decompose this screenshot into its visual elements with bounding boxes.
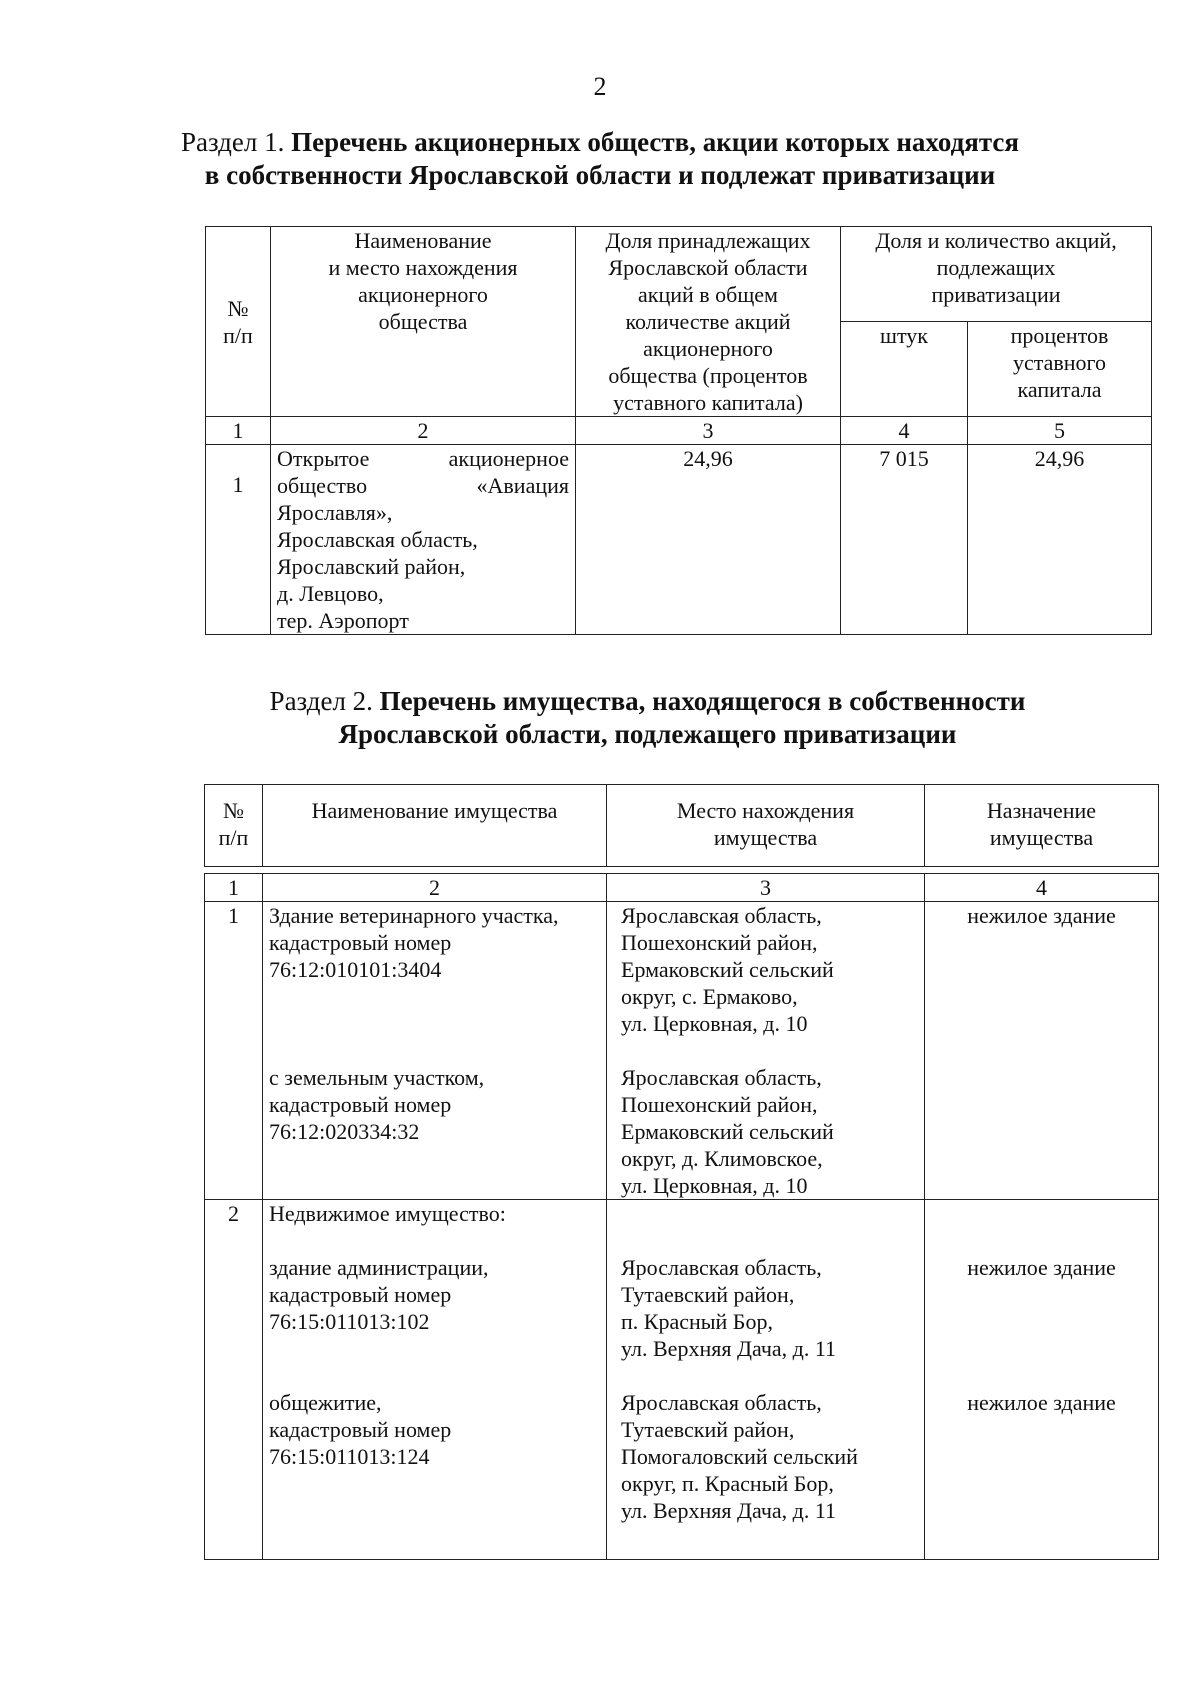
shares-table xyxy=(205,226,1152,635)
shares-column-numbers xyxy=(206,417,1152,445)
property-column-numbers xyxy=(205,874,1159,902)
property-name: общежитие, кадастровый номер 76:15:011013:124 xyxy=(269,1390,452,1469)
property-location: Ярославская область, Пошехонский район, Ермаковский сельский округ, д. Климовское, ул. Церковная, д. 10 xyxy=(621,1065,834,1198)
section2-title xyxy=(95,685,1200,751)
table-row xyxy=(205,1200,1159,1560)
header-company-name: Наименование и место нахождения акционерного общества xyxy=(271,227,576,417)
table-row xyxy=(205,902,1159,1200)
page-number: 2 xyxy=(593,72,607,101)
property-location: Ярославская область, Тутаевский район, п. Красный Бор, ул. Верхняя Дача, д. 11 xyxy=(621,1255,837,1361)
column-number: 4 xyxy=(841,417,968,445)
header-percent: процентов уставного капитала xyxy=(968,322,1152,417)
section1-title-line1: Перечень акционерных обществ, акции которых находятся xyxy=(291,127,1020,157)
property-table xyxy=(204,784,1159,1560)
property-name: Здание ветеринарного участка, кадастровый номер 76:12:010101:3404 xyxy=(269,903,559,982)
row-num: 2 xyxy=(205,1200,263,1560)
property-name: с земельным участком, кадастровый номер 76:12:020334:32 xyxy=(269,1065,485,1144)
header-gap xyxy=(205,867,1159,874)
shares-header-row xyxy=(206,227,1152,322)
header-privatization: Доля и количество акций, подлежащих приватизации xyxy=(841,227,1152,322)
property-name-cell xyxy=(263,1200,607,1560)
property-name-cell xyxy=(263,902,607,1200)
section2-title-line1: Перечень имущества, находящегося в собственности xyxy=(379,686,1026,716)
section1-title xyxy=(0,126,1200,192)
property-location-cell xyxy=(607,1200,925,1560)
section2-title-prefix: Раздел 2. xyxy=(269,686,380,716)
section1-title-line2: в собственности Ярославской области и подлежат приватизации xyxy=(204,160,996,190)
column-number: 4 xyxy=(925,874,1159,902)
property-purpose: нежилое здание xyxy=(967,1255,1116,1280)
property-name: здание администрации, кадастровый номер 76:15:011013:102 xyxy=(269,1255,489,1334)
section2-title-line2: Ярославской области, подлежащего приватизации xyxy=(338,719,957,749)
shares-percent: 24,96 xyxy=(968,445,1152,635)
table-row xyxy=(206,445,1152,635)
property-location: Ярославская область, Пошехонский район, Ермаковский сельский округ, с. Ермаково, ул. Церковная, д. 10 xyxy=(621,903,834,1036)
header-purpose: Назначение имущества xyxy=(925,785,1159,867)
property-header-row xyxy=(205,785,1159,867)
column-number: 2 xyxy=(263,874,607,902)
column-number: 5 xyxy=(968,417,1152,445)
region-share: 24,96 xyxy=(576,445,841,635)
row-num: 1 xyxy=(206,445,271,635)
header-location: Место нахождения имущества xyxy=(607,785,925,867)
property-purpose: нежилое здание xyxy=(967,903,1116,928)
property-purpose-cell xyxy=(925,1200,1159,1560)
column-number: 1 xyxy=(206,417,271,445)
header-num: № п/п xyxy=(205,785,263,867)
company-cell xyxy=(271,445,576,635)
column-number: 1 xyxy=(205,874,263,902)
column-number: 3 xyxy=(607,874,925,902)
shares-pieces: 7 015 xyxy=(841,445,968,635)
header-pieces: штук xyxy=(841,322,968,417)
property-purpose-cell xyxy=(925,902,1159,1200)
property-location-cell xyxy=(607,902,925,1200)
property-group-heading: Недвижимое имущество: xyxy=(269,1201,506,1226)
column-number: 2 xyxy=(271,417,576,445)
property-purpose: нежилое здание xyxy=(967,1390,1116,1415)
property-location: Ярославская область, Тутаевский район, Помогаловский сельский округ, п. Красный Бор, ул. Верхняя Дача, д. 11 xyxy=(621,1390,858,1523)
header-region-share: Доля принадлежащих Ярославской области акций в общем количестве акций акционерного общества (процентов уставного капитала) xyxy=(576,227,841,417)
company-address: Ярославская область, Ярославский район, д. Левцово, тер. Аэропорт xyxy=(277,527,478,633)
section1-title-prefix: Раздел 1. xyxy=(180,127,292,157)
header-num: № п/п xyxy=(206,227,271,417)
row-num: 1 xyxy=(205,902,263,1200)
column-number: 3 xyxy=(576,417,841,445)
company-name: Открытое акционерное общество «Авиация Ярославля», xyxy=(277,446,569,525)
header-property-name: Наименование имущества xyxy=(263,785,607,867)
